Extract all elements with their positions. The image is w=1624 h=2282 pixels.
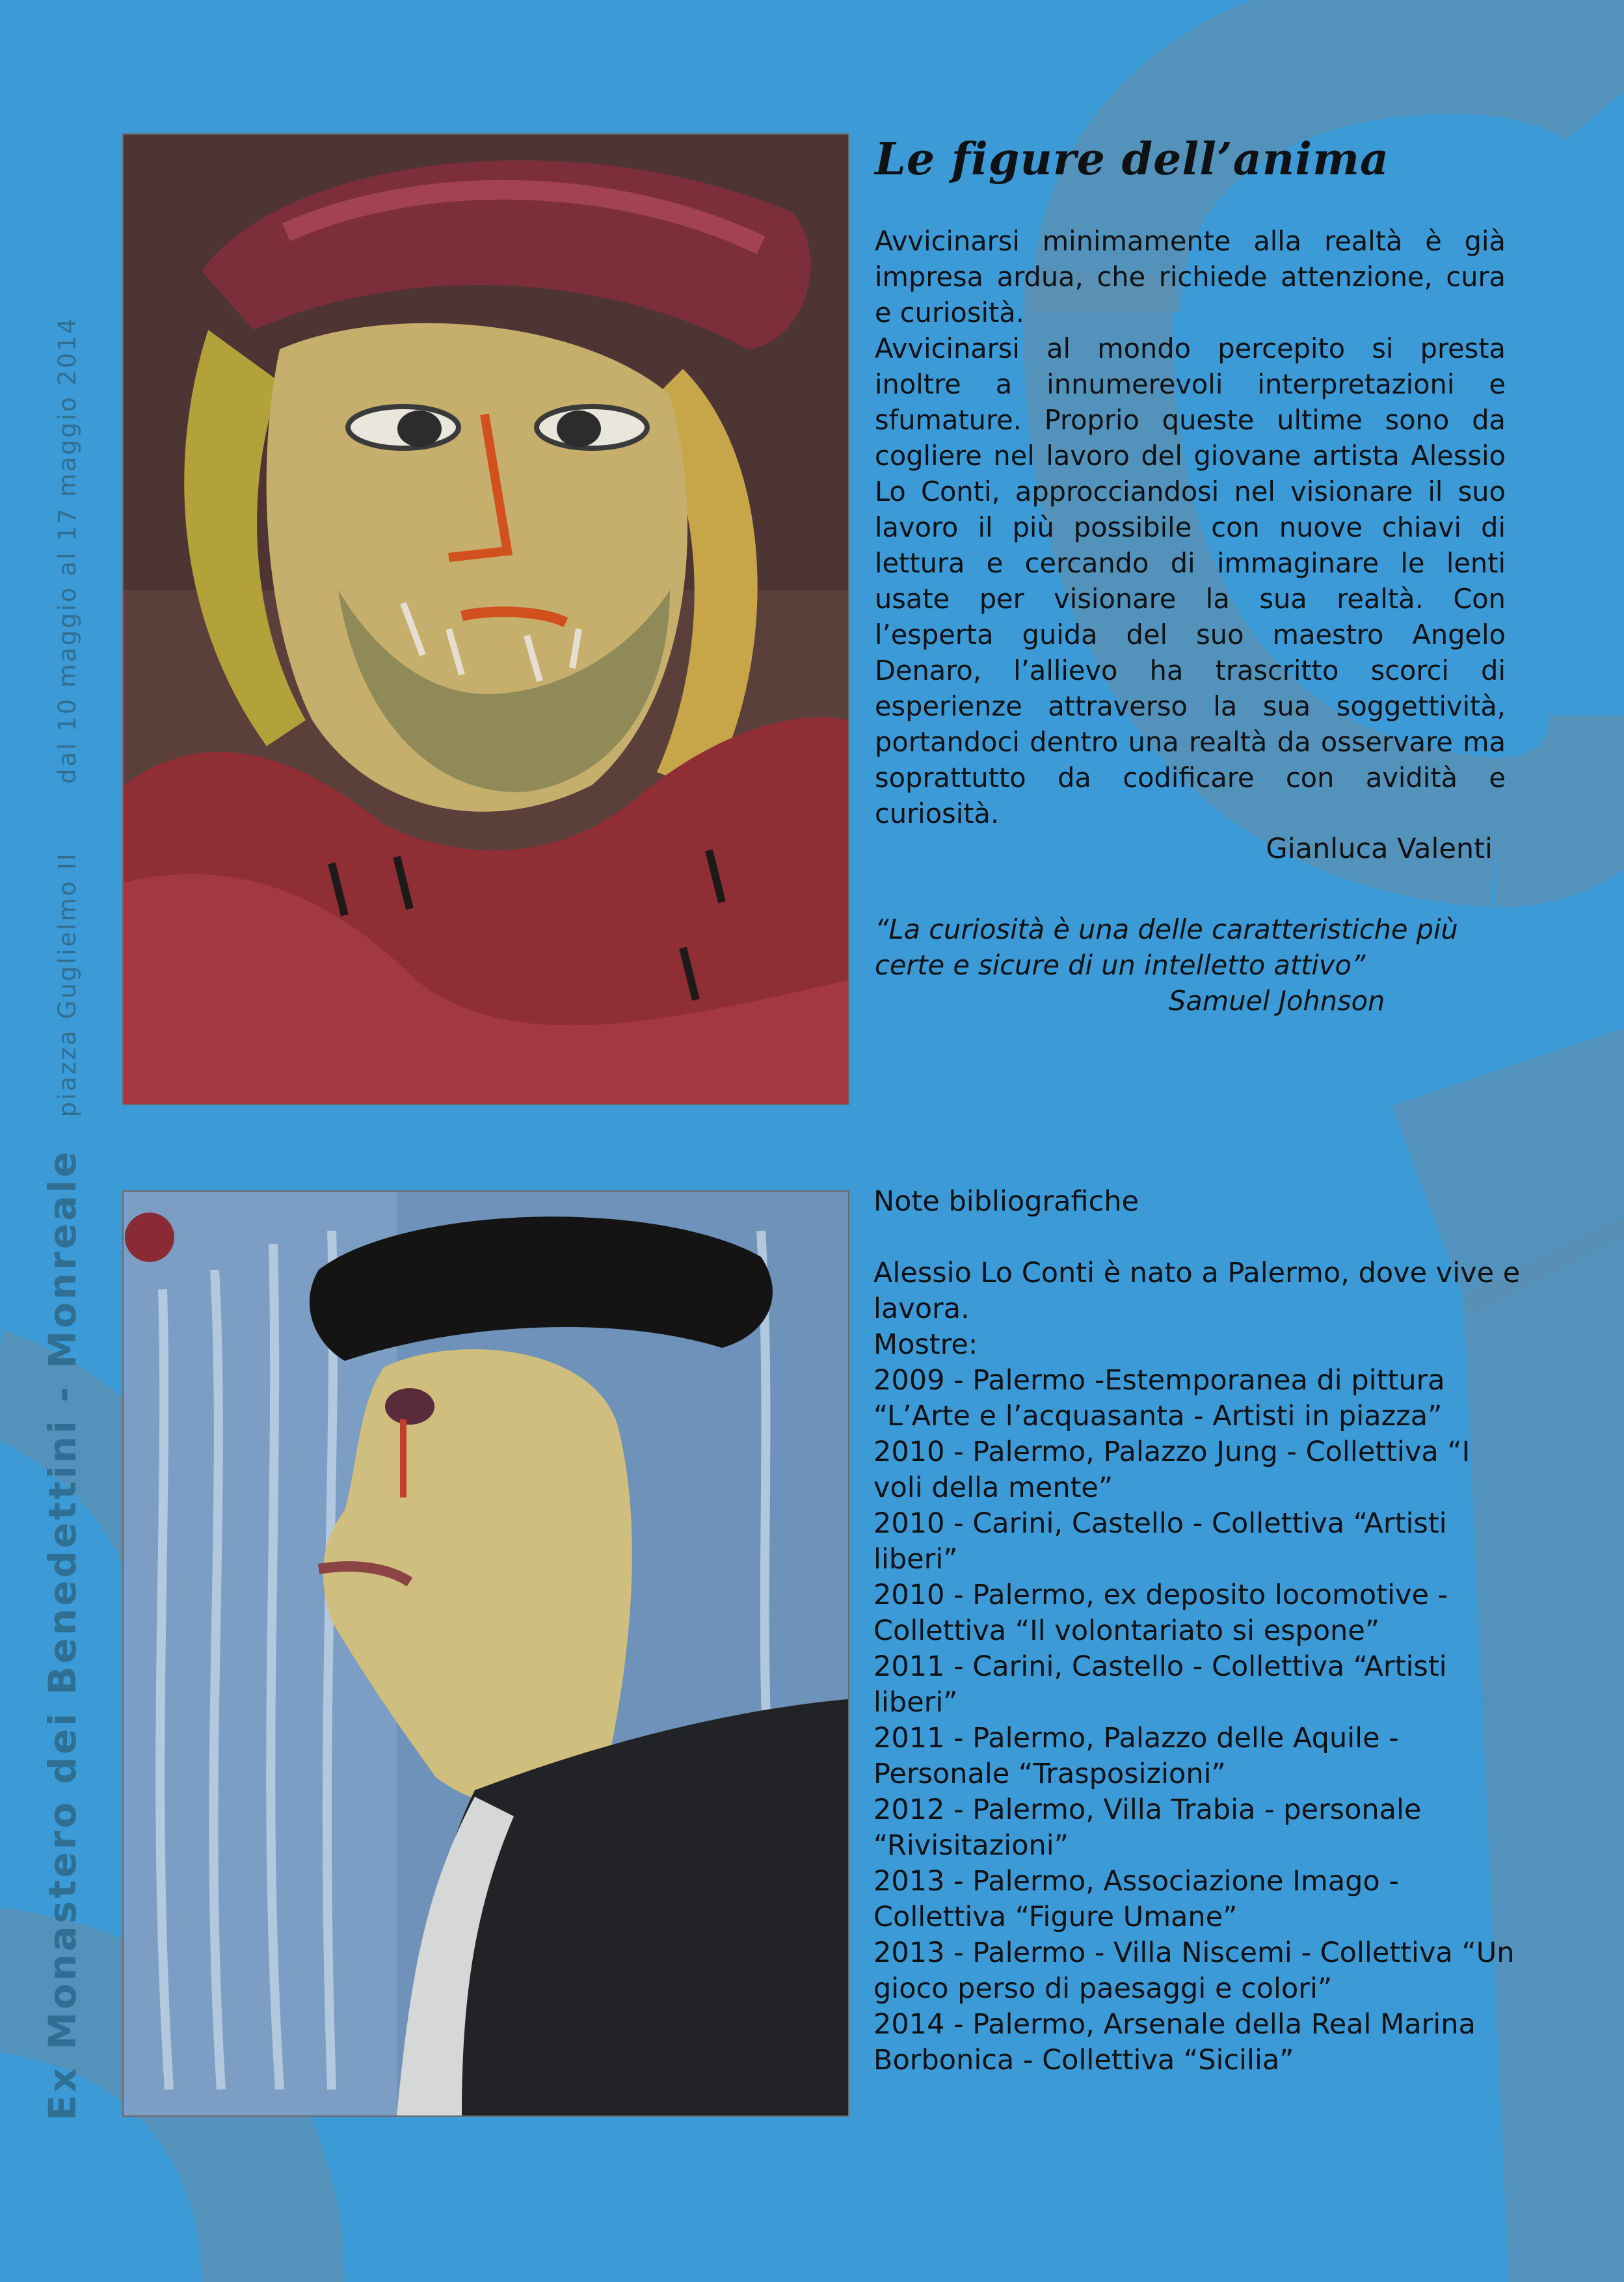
bio-column bbox=[873, 1184, 1524, 2078]
shows-label: Mostre: bbox=[873, 1328, 978, 1361]
list-item: 2010 - Carini, Castello - Collettiva “Artisti liberi” bbox=[873, 1507, 1447, 1576]
list-item: 2014 - Palermo, Arsenale della Real Marina Borbonica - Collettiva “Sicilia” bbox=[873, 2008, 1476, 2076]
bio-heading: Note bibliografiche bbox=[873, 1185, 1139, 1218]
essay-title: Le figure dell’anima bbox=[875, 133, 1390, 185]
essay-author: Gianluca Valenti bbox=[1266, 833, 1493, 865]
list-item: 2011 - Palermo, Palazzo delle Aquile - Personale “Trasposizioni” bbox=[873, 1722, 1399, 1790]
list-item: 2013 - Palermo, Associazione Imago - Collettiva “Figure Umane” bbox=[873, 1865, 1399, 1933]
list-item: 2009 - Palermo -Estemporanea di pittura “L’Arte e l’acquasanta - Artisti in piazza” bbox=[873, 1364, 1445, 1432]
list-item: 2010 - Palermo, ex deposito locomotive - Collettiva “Il volontariato si espone” bbox=[873, 1579, 1448, 1647]
list-item: 2010 - Palermo, Palazzo Jung - Collettiva “I voli della mente” bbox=[873, 1436, 1471, 1504]
list-item: 2011 - Carini, Castello - Collettiva “Artisti liberi” bbox=[873, 1650, 1447, 1719]
quote-text: “La curiosità è una delle caratteristiche più certe e sicure di un intelletto attivo” bbox=[875, 913, 1458, 981]
quote-author: Samuel Johnson bbox=[1169, 985, 1385, 1017]
side-caption bbox=[40, 104, 118, 2121]
shows-list bbox=[873, 1363, 1524, 2078]
list-item: 2013 - Palermo - Villa Niscemi - Collettiva “Un gioco perso di paesaggi e colori” bbox=[873, 1937, 1515, 2005]
painting-profile-figure bbox=[122, 1190, 849, 2117]
essay-body bbox=[875, 223, 1506, 831]
venue-title: Ex Monastero dei Benedettini - Monreale bbox=[40, 1149, 85, 2121]
essay-paragraph: Avvicinarsi minimamente alla realtà è già impresa ardua, che richiede attenzione, cura e curiosità. bbox=[875, 225, 1506, 329]
list-item: 2012 - Palermo, Villa Trabia - personale “Rivisitazioni” bbox=[873, 1793, 1422, 1862]
venue-address: piazza Guglielmo II bbox=[53, 852, 81, 1118]
exhibition-dates: dal 10 maggio al 17 maggio 2014 bbox=[53, 316, 81, 784]
essay-column bbox=[875, 133, 1506, 1019]
essay-paragraph: Avvicinarsi al mondo percepito si presta inoltre a innumerevoli interpretazioni e sfumature. Proprio queste ultime sono da cogliere nel lavoro del giovane artista Alessio Lo Conti, approcciandosi nel visionare il suo lavoro il più possibile con nuove chiavi di lettura e cercando di immaginare le lenti usate per visionare la sua realtà. Con l’esperta guida del suo maestro Angelo Denaro, l’allievo ha trascritto scorci di esperienze attraverso la sua soggettività, portandoci dentro una realtà da osservare ma soprattutto da codificare con avidità e curiosità. bbox=[875, 332, 1506, 829]
bio-intro: Alessio Lo Conti è nato a Palermo, dove vive e lavora. bbox=[873, 1257, 1521, 1325]
painting-bearded-man bbox=[122, 133, 849, 1105]
